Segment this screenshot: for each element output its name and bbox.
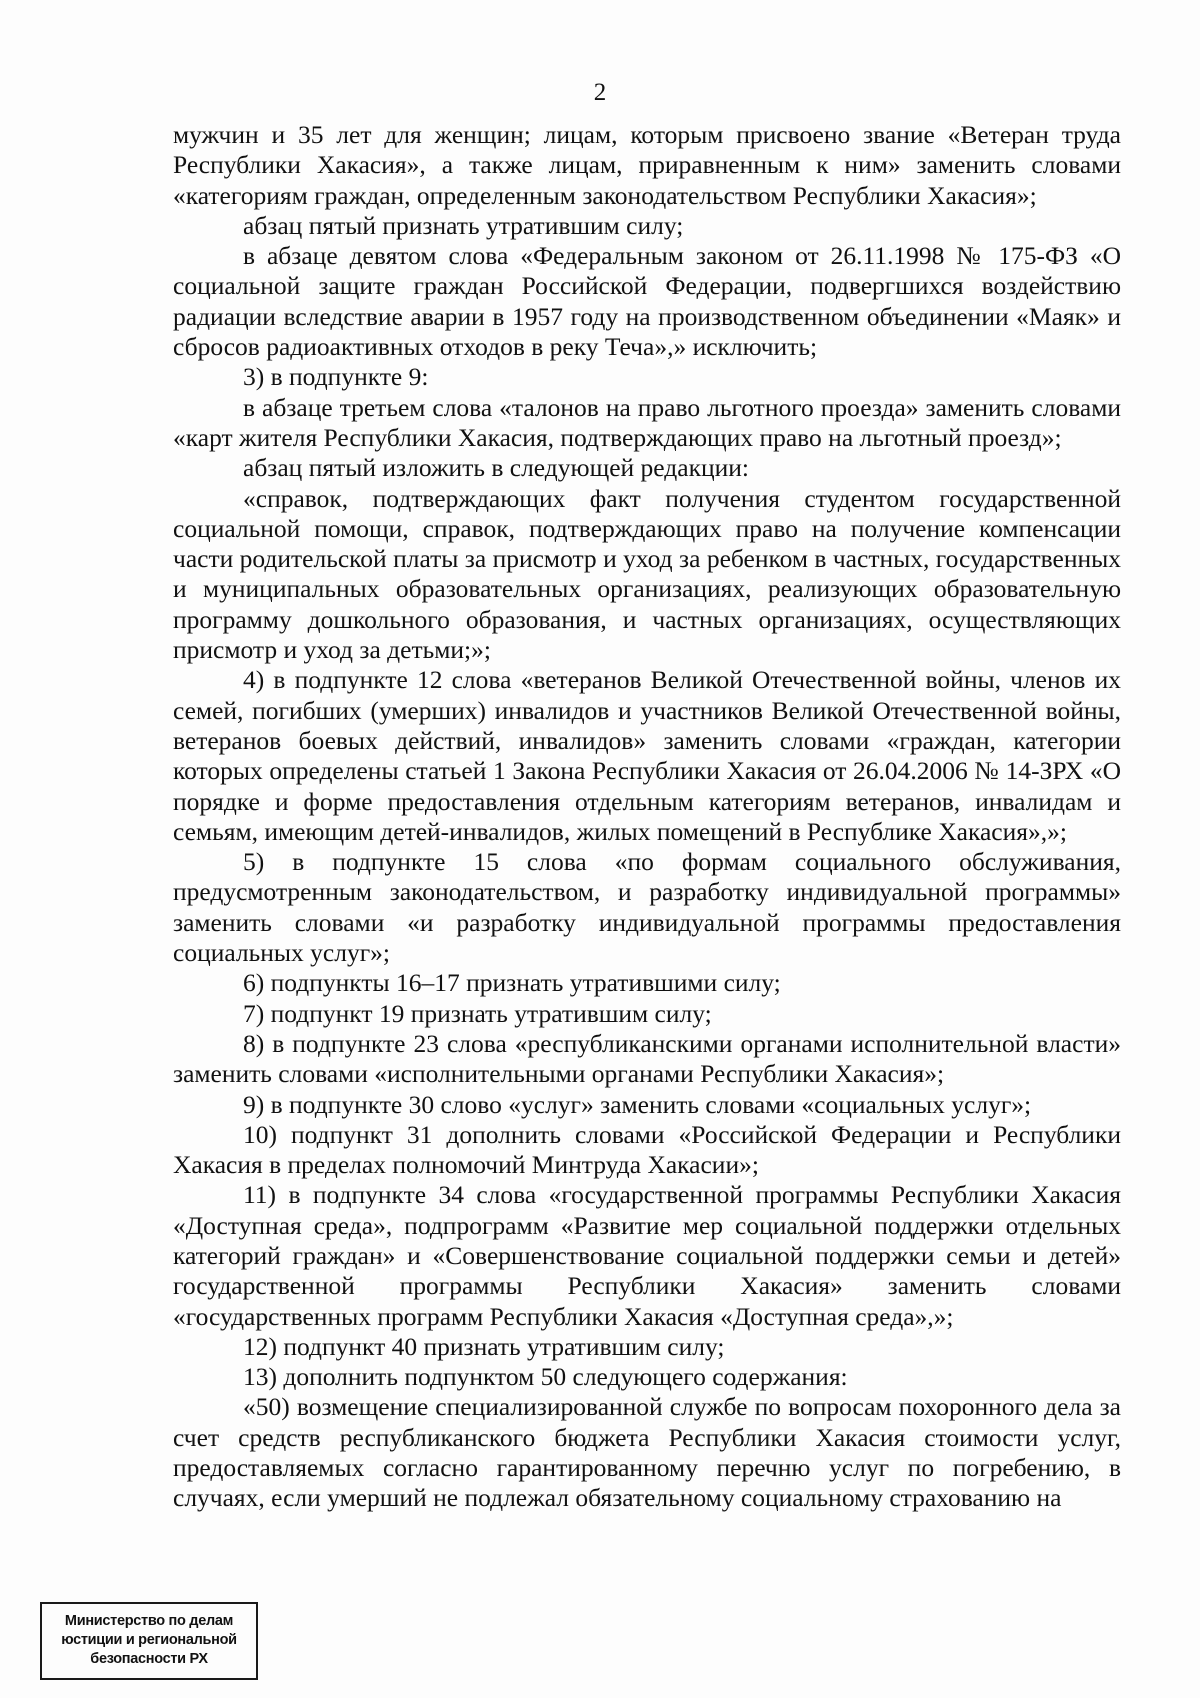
paragraph: 8) в подпункте 23 слова «республиканскими органами исполнительной власти» заменить словами «исполнительными органами Республики Хакасия»; (173, 1028, 1121, 1089)
paragraph: в абзаце девятом слова «Федеральным законом от 26.11.1998 № 175-ФЗ «О социальной защите граждан Российской Федерации, подвергшихся воздействию радиации вследствие аварии в 1957 году на производственном объединении «Маяк» и сбросов радиоактивных отходов в реку Теча»,» исключить; (173, 241, 1121, 362)
stamp-line-2: юстиции и региональной (61, 1632, 237, 1648)
paragraph: абзац пятый признать утратившим силу; (243, 210, 684, 240)
paragraph: мужчин и 35 лет для женщин; лицам, которым присвоено звание «Ветеран труда Республики Хакасия», а также лицам, приравненным к ним» заменить словами «категориям граждан, определенным законодательством Республики Хакасия»; (173, 120, 1121, 210)
paragraph: 10) подпункт 31 дополнить словами «Российской Федерации и Республики Хакасия в пределах полномочий Минтруда Хакасии»; (173, 1119, 1121, 1180)
paragraph: 13) дополнить подпунктом 50 следующего содержания: (243, 1362, 848, 1392)
stamp-line-1: Министерство по делам (64, 1613, 234, 1629)
paragraph: в абзаце третьем слова «талонов на право льготного проезда» заменить словами «карт жителя Республики Хакасия, подтверждающих право на льготный проезд»; (173, 392, 1121, 452)
page-number: 2 (593, 79, 607, 106)
paragraph: 5) в подпункте 15 слова «по формам социального обслуживания, предусмотренным законодательством, и разработку индивидуальной программы» заменить словами «и разработку индивидуальной программы предоставления социальных услуг»; (173, 847, 1121, 968)
paragraph: «50) возмещение специализированной службе по вопросам похоронного дела за счет средств республиканского бюджета Республики Хакасия стоимости услуг, предоставляемых согласно гарантированному перечню услуг по погребению, в случаях, если умерший не подлежал обязательному социальному страхованию на (173, 1392, 1121, 1513)
paragraph: 7) подпункт 19 признать утратившим силу; (243, 998, 712, 1028)
stamp-line-3: безопасности РХ (90, 1651, 208, 1667)
paragraph: 3) в подпункте 9: (243, 362, 429, 392)
document-body (173, 120, 1121, 1514)
paragraph: 11) в подпункте 34 слова «государственной программы Республики Хакасия «Доступная среда», подпрограмм «Развитие мер социальной поддержки отдельных категорий граждан» и «Совершенствование социальной поддержки семьи и детей» государственной программы Республики Хакасия» заменить словами «государственных программ Республики Хакасия «Доступная среда»,»; (173, 1180, 1121, 1331)
paragraph: 9) в подпункте 30 слово «услуг» заменить словами «социальных услуг»; (243, 1089, 1032, 1119)
paragraph: 6) подпункты 16–17 признать утратившими силу; (243, 968, 781, 998)
paragraph: 4) в подпункте 12 слова «ветеранов Великой Отечественной войны, членов их семей, погибших (умерших) инвалидов и участников Великой Отечественной войны, ветеранов боевых действий, инвалидов» заменить словами «граждан, категории которых определены статьей 1 Закона Республики Хакасия от 26.04.2006 № 14-ЗРХ «О порядке и форме предоставления отдельным категориям ветеранов, инвалидам и семьям, имеющим детей-инвалидов, жилых помещений в Республике Хакасия»,»; (173, 665, 1121, 846)
paragraph: абзац пятый изложить в следующей редакции: (243, 453, 749, 483)
paragraph: 12) подпункт 40 признать утратившим силу; (243, 1331, 725, 1361)
registration-stamp (40, 1602, 258, 1680)
paragraph: «справок, подтверждающих факт получения студентом государственной социальной помощи, справок, подтверждающих право на получение компенсации части родительской платы за присмотр и уход за ребенком в частных, государственных и муниципальных образовательных организациях, реализующих образовательную программу дошкольного образования, и частных организациях, осуществляющих присмотр и уход за детьми;»; (173, 483, 1121, 665)
